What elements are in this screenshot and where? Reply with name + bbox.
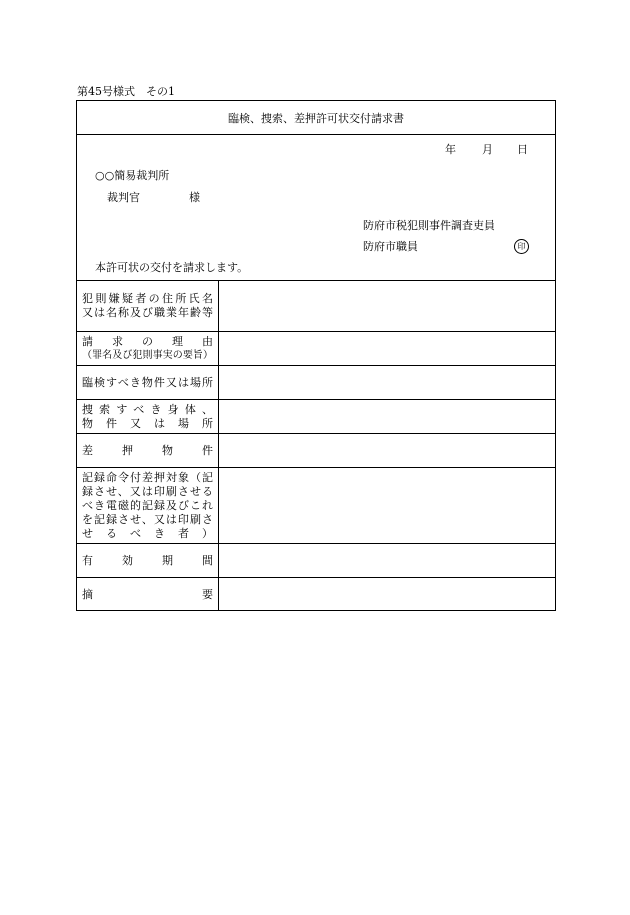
table-row: [77, 468, 555, 544]
row-value-cell[interactable]: [219, 544, 555, 577]
row-value-cell[interactable]: [219, 434, 555, 467]
court-name: ○○簡易裁判所: [95, 169, 170, 182]
requester-title-1: 防府市税犯則事件調査吏員: [363, 219, 495, 232]
row-label: [77, 400, 219, 433]
row-label-line: 差 押 物 件: [82, 443, 213, 457]
date-month-label: 月: [482, 143, 493, 156]
seal-mark: 印: [514, 239, 529, 254]
row-label-line: （罪名及び犯則事実の要旨）: [82, 349, 213, 361]
row-label: [77, 468, 219, 543]
table-row: [77, 281, 555, 332]
row-label-line: 摘 要: [82, 587, 213, 601]
table-row: [77, 332, 555, 366]
row-value-cell[interactable]: [219, 578, 555, 611]
row-label-line: 犯則嫌疑者の住所氏名: [82, 292, 213, 305]
row-value-cell[interactable]: [219, 468, 555, 543]
table-row: [77, 434, 555, 468]
row-value-cell[interactable]: [219, 281, 555, 331]
row-label-line: 物件又は場所: [82, 416, 213, 430]
date-year-label: 年: [445, 143, 456, 156]
table-row: [77, 544, 555, 578]
form-number: 第45号様式 その1: [77, 85, 175, 98]
row-label-line: 臨検すべき物件又は場所: [82, 375, 213, 389]
request-statement: 本許可状の交付を請求します。: [95, 261, 249, 274]
row-label-line: 請 求 の 理 由: [82, 334, 213, 348]
row-label-line: せるべき者）: [82, 526, 213, 540]
form-title: 臨検、捜索、差押許可状交付請求書: [77, 101, 555, 135]
row-label: [77, 366, 219, 399]
row-value-cell[interactable]: [219, 366, 555, 399]
row-label-line: べき電磁的記録及びこれ: [82, 498, 213, 512]
row-label-line: 捜索すべき身体、: [82, 402, 213, 416]
row-label: [77, 281, 219, 331]
request-form: [76, 100, 556, 611]
row-label: [77, 332, 219, 365]
judge-label: 裁判官: [107, 191, 140, 204]
date-day-label: 日: [517, 143, 528, 156]
row-label: [77, 434, 219, 467]
row-label-line: 録させ、又は印刷させる: [82, 484, 213, 498]
table-row: [77, 366, 555, 400]
row-value-cell[interactable]: [219, 400, 555, 433]
table-row: [77, 578, 555, 611]
row-label-line: 有 効 期 間: [82, 553, 213, 567]
requester-title-2: 防府市職員: [363, 240, 418, 253]
row-label: [77, 578, 219, 611]
row-label-line: を記録させ、又は印刷さ: [82, 512, 213, 526]
table-row: [77, 400, 555, 434]
row-value-cell[interactable]: [219, 332, 555, 365]
row-label: [77, 544, 219, 577]
form-header: [77, 135, 555, 281]
row-label-line: 又は名称及び職業年齢等: [82, 306, 213, 319]
honorific-label: 様: [189, 191, 200, 204]
row-label-line: 記録命令付差押対象（記: [82, 470, 213, 484]
